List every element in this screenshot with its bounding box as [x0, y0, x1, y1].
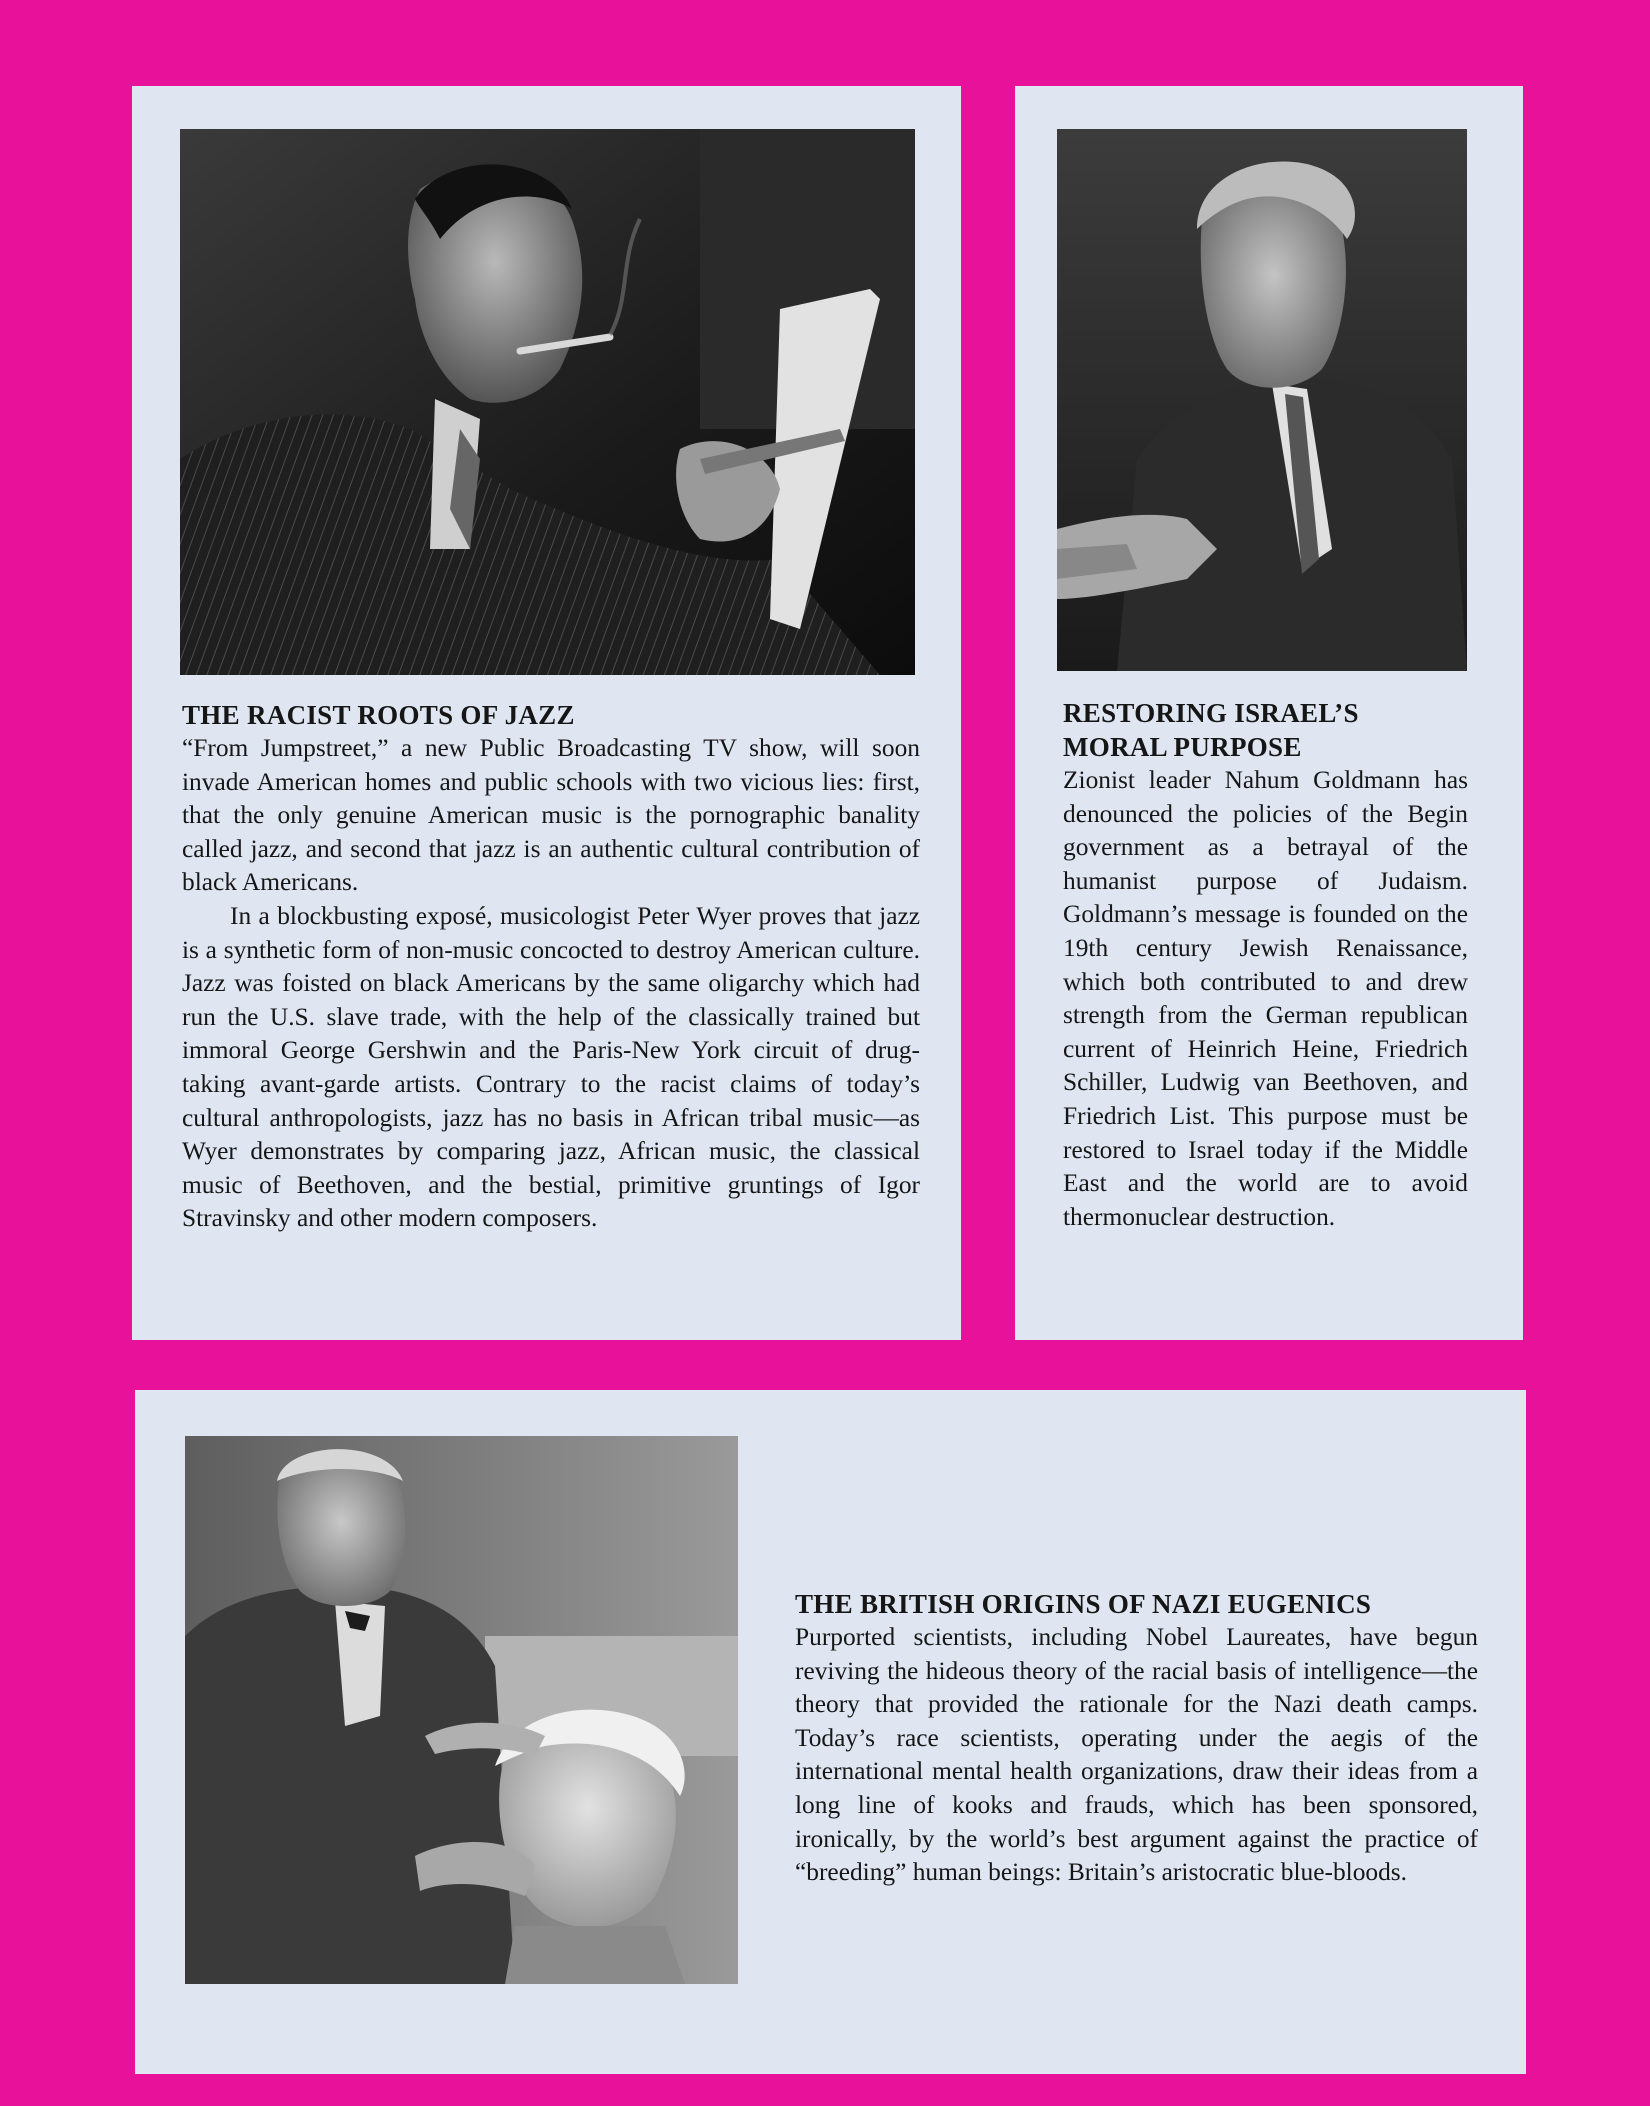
article-jazz — [182, 698, 920, 1236]
composer-photo-graphic — [180, 129, 915, 675]
headline-eugenics: THE BRITISH ORIGINS OF NAZI EUGENICS — [795, 1589, 1372, 1619]
article-eugenics — [795, 1587, 1478, 1890]
leader-photo-graphic — [1057, 129, 1467, 671]
photo-leader-gesturing — [1057, 129, 1467, 671]
headline-israel: RESTORING ISRAEL’S MORAL PURPOSE — [1063, 698, 1359, 762]
article-israel-paragraph: Zionist leader Nahum Goldmann has denounced the policies of the Begin government as a betrayal of the humanist purpose of Judaism. Goldmann’s message is founded on the 19th century Jewish Renaissance, which both contributed to and drew strength from the German republican current of Heinrich Heine, Friedrich Schiller, Ludwig van Beethoven, and Friedrich List. This purpose must be restored to Israel today if the Middle East and the world are to avoid thermonuclear destruction. — [1063, 766, 1468, 1231]
photo-eugenics-measurement — [185, 1436, 738, 1984]
article-israel — [1063, 696, 1468, 1234]
article-eugenics-paragraph: Purported scientists, including Nobel Laureates, have begun reviving the hideous theory of the racial basis of intelligence—the theory that provided the rationale for the Nazi death camps. Today’s race scientists, operating under the aegis of the international mental health organizations, draw their ideas from a long line of kooks and frauds, which has been sponsored, ironically, by the world’s best argument against the practice of “breeding” human beings: Britain’s aristocratic blue-bloods. — [795, 1623, 1478, 1887]
photo-composer-with-cigarette — [180, 129, 915, 675]
headline-jazz: THE RACIST ROOTS OF JAZZ — [182, 700, 575, 730]
article-panel-eugenics — [135, 1390, 1526, 2074]
article-panel-israel — [1015, 86, 1523, 1340]
article-panel-jazz — [132, 86, 961, 1340]
article-jazz-paragraph: In a blockbusting exposé, musicologist Peter Wyer proves that jazz is a synthetic form of non-music concocted to destroy American culture. Jazz was foisted on black Americans by the same oligarchy which had run the U.S. slave trade, with the help of the classically trained but immoral George Gershwin and the Paris-New York circuit of drug-taking avant-garde artists. Contrary to the racist claims of today’s cultural anthropologists, jazz has no basis in African tribal music—as Wyer demonstrates by comparing jazz, African music, the classical music of Beethoven, and the bestial, primitive gruntings of Igor Stravinsky and other modern composers. — [182, 901, 920, 1233]
eugenics-photo-graphic — [185, 1436, 738, 1984]
article-jazz-paragraph: “From Jumpstreet,” a new Public Broadcasting TV show, will soon invade American homes and public schools with two vicious lies: first, that the only genuine American music is the pornographic banality called jazz, and second that jazz is an authentic cultural contribution of black Americans. — [182, 734, 920, 897]
